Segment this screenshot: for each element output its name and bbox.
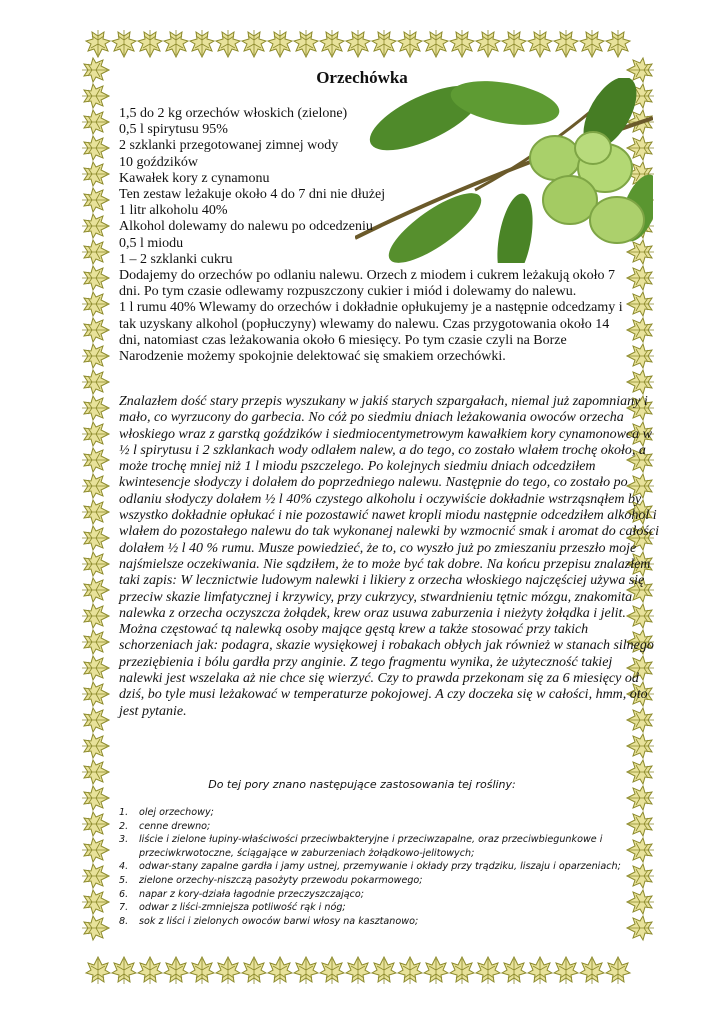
leaf-ornament [398, 30, 422, 57]
leaf-ornament [346, 957, 370, 984]
leaf-ornament [112, 30, 136, 57]
ingredient-line: 1,5 do 2 kg orzechów włoskich (zielone) [119, 106, 348, 121]
leaf-ornament [82, 396, 109, 420]
leaf-ornament [82, 422, 109, 446]
leaf-ornament [82, 448, 109, 472]
leaf-ornament [82, 708, 109, 732]
leaf-ornament [82, 552, 109, 576]
leaf-ornament [372, 30, 396, 57]
list-item [119, 915, 659, 929]
leaf-ornament [268, 30, 292, 57]
leaf-ornament [82, 656, 109, 680]
list-item [119, 888, 659, 902]
ingredient-line: 0,5 l spirytusu 95% [119, 122, 228, 138]
instruction-paragraph: Dodajemy do orzechów po odlaniu nalewu. Orzech z miodem i cukrem leżakują około 7 dni. Po tym czasie odlewamy rozpuszczony cukier i miód i dolewamy do nalewu. [119, 268, 616, 300]
leaf-ornament [164, 30, 188, 57]
uses-list [119, 806, 659, 928]
leaf-ornament [190, 30, 214, 57]
leaf-ornament [164, 957, 188, 984]
leaf-ornament [86, 957, 110, 984]
leaf-ornament [82, 162, 109, 186]
ingredient-line: 1 – 2 szklanki cukru [119, 251, 233, 267]
leaf-ornament [398, 957, 422, 984]
leaf-ornament [242, 957, 266, 984]
instruction-paragraph: 1 l rumu 40% Wlewamy do orzechów i dokładnie opłukujemy je a następnie odcedzamy i tak uzyskany alkohol (popłuczyny) wlewamy do nalewu. Czas przygotowania około 14 dni, natomiast czas leżakowania około 6 miesięcy. Po tym czasie czyli na Borze Narodzenie możemy spokojnie delektować się smakiem orzechówki. [119, 300, 623, 365]
leaf-ornament [138, 30, 162, 57]
leaf-ornament [82, 318, 109, 342]
list-number: 3. [119, 834, 129, 846]
leaf-ornament [216, 30, 240, 57]
leaf-ornament [82, 292, 109, 316]
leaf-ornament [320, 30, 344, 57]
leaf-ornament [476, 957, 500, 984]
ingredient-line: Ten zestaw leżakuje około 4 do 7 dni nie dłużej [119, 187, 386, 203]
leaf-ornament [372, 957, 396, 984]
list-text: liście i zielone łupiny-właściwości przeciwbakteryjne i przeciwzapalne, oraz przeciwbiegunkowe i przeciwkrwotoczne, ściągające w zaburzeniach żołądkowo-jelitowych; [139, 834, 603, 859]
leaf-ornament [554, 30, 578, 57]
leaf-ornament [580, 957, 604, 984]
list-text: zielone orzechy-niszczą pasożyty przewodu pokarmowego; [139, 874, 423, 886]
ingredient-line: 10 goździków [119, 154, 198, 170]
ingredient-line: 2 szklanki przegotowanej zimnej wody [119, 138, 339, 154]
leaf-ornament [82, 188, 109, 212]
list-text: olej orzechowy; [139, 807, 214, 818]
list-number: 1. [119, 807, 129, 818]
leaf-ornament [190, 957, 214, 984]
leaf-ornament [138, 957, 162, 984]
list-number: 8. [119, 915, 129, 927]
ingredient-line: Alkohol dolewamy do nalewu po odcedzeniu [119, 219, 373, 235]
leaf-ornament [82, 370, 109, 394]
ingredient-line: Kawałek kory z cynamonu [119, 170, 270, 186]
leaf-ornament [606, 957, 630, 984]
list-item [119, 901, 659, 915]
leaf-ornament [294, 30, 318, 57]
leaf-ornament [268, 957, 292, 984]
leaf-ornament [82, 578, 109, 602]
uses-heading: Do tej pory znano następujące zastosowania tej rośliny: [208, 778, 516, 791]
ingredient-line: 0,5 l miodu [119, 235, 184, 251]
leaf-ornament [82, 344, 109, 368]
leaf-ornament [82, 734, 109, 758]
ingredient-line: 1 litr alkoholu 40% [119, 203, 228, 219]
leaf-ornament [82, 604, 109, 628]
list-number: 4. [119, 861, 129, 873]
leaf-ornament [82, 890, 109, 914]
leaf-ornament [528, 957, 552, 984]
leaf-ornament [86, 30, 110, 57]
recipe-body [119, 106, 659, 365]
leaf-ornament [82, 214, 109, 238]
list-text: napar z kory-działa łagodnie przeczyszczająco; [139, 888, 365, 900]
leaf-ornament [82, 266, 109, 290]
list-item [119, 874, 659, 888]
leaf-ornament [502, 30, 526, 57]
leaf-ornament [424, 30, 448, 57]
leaf-ornament [580, 30, 604, 57]
leaf-ornament [216, 957, 240, 984]
leaf-ornament [606, 30, 630, 57]
leaf-ornament [450, 957, 474, 984]
leaf-ornament [82, 838, 109, 862]
list-number: 5. [119, 874, 129, 886]
list-item [119, 860, 659, 874]
leaf-ornament [554, 957, 578, 984]
list-text: cenne drewno; [139, 820, 211, 832]
leaf-ornament [346, 30, 370, 57]
list-text: sok z liści i zielonych owoców barwi włosy na kasztanowo; [139, 915, 419, 927]
leaf-ornament [450, 30, 474, 57]
leaf-ornament [82, 916, 109, 940]
story-paragraph: Znalazłem dość stary przepis wyszukany w jakiś starych szpargałach, niemal już zapomniany i mało, co wyrzucony do garbecia. No cóż po siedmiu dniach leżakowania owoców orzecha włoskiego wraz z garstką goździków i siedmiocentymetrowym kawałkiem kory cynamonowca w ½ l spirytusu i 2 szklankach wody odlałem nalew, a do tego, co zostało wlałem trochę około, a może trochę mniej niż 1 l miodu pszczelego. Po kolejnych siedmiu dniach odcedziłem kwintesencje słodyczy i dolałem do poprzedniego nalewu. Następnie do tego, co zostało po odlaniu słodyczy dolałem ½ l 40% czystego alkoholu i oczywiście dokładnie wstrząsnąłem by wszystko dokładnie opłukać i nie pozostawić nawet kropli miodu następnie odcedziłem alkohol i wlałem do pozostałego nalewu do tak wykonanej nalewki by wzmocnić smak i aromat do całości dolałem ½ l 40 % rumu. Musze powiedzieć, że to, co wyszło już po zmieszaniu przeszło moje najśmielsze oczekiwania. Nie sądziłem, że to może być tak dobre. Na końcu przepisu znalazłem taki zapis: W lecznictwie ludowym nalewki i likiery z orzecha włoskiego najczęściej używa się przeciw skazie limfatycznej i krzywicy, przy cukrzycy, stwardnieniu tętnic mózgu, znakomita nalewka z orzecha oczyszcza żołądek, krew oraz usuwa zaburzenia i nieżyty żołądka i jelit. Można częstować tą nalewką osoby mające gęstą krew a także stosować przy takich schorzeniach jak: podagra, skazie wysiękowej i robakach obłych jak również w stanach silnego przeziębienia i bólu gardła przy anginie. Z tego fragmentu wynika, że użyteczność takiej nalewki jest wszelaka aż nie chce się wierzyć. Czy to prawda przekonam się za 6 miesięcy od dziś, bo tyle musi leżakować w temperaturze pokojowej. A czy doczeka się w całości, hmm, oto jest pytanie. [119, 394, 659, 719]
list-item [119, 820, 659, 834]
leaf-ornament [82, 474, 109, 498]
leaf-ornament [82, 526, 109, 550]
leaf-ornament [82, 500, 109, 524]
leaf-ornament [627, 370, 654, 394]
leaf-ornament [82, 240, 109, 264]
leaf-ornament [528, 30, 552, 57]
leaf-ornament [476, 30, 500, 57]
leaf-ornament [320, 957, 344, 984]
list-text: odwar-stany zapalne gardła i jamy ustnej, przemywanie i okłady przy trądziku, liszaju i oparzeniach; [139, 861, 621, 873]
list-number: 6. [119, 888, 129, 900]
page-title: Orzechówka [316, 68, 408, 87]
leaf-ornament [112, 957, 136, 984]
leaf-ornament [294, 957, 318, 984]
leaf-ornament [82, 136, 109, 160]
list-number: 2. [119, 820, 129, 832]
leaf-ornament [242, 30, 266, 57]
leaf-ornament [82, 630, 109, 654]
leaf-ornament [82, 864, 109, 888]
leaf-ornament [82, 682, 109, 706]
leaf-ornament [424, 957, 448, 984]
leaf-ornament [82, 110, 109, 134]
list-item [119, 806, 659, 820]
leaf-ornament [82, 812, 109, 836]
leaf-ornament [627, 734, 654, 758]
list-text: odwar z liści-zmniejsza potliwość rąk i nóg; [139, 902, 346, 914]
list-number: 7. [119, 902, 129, 914]
leaf-ornament [502, 957, 526, 984]
list-item [119, 833, 659, 860]
